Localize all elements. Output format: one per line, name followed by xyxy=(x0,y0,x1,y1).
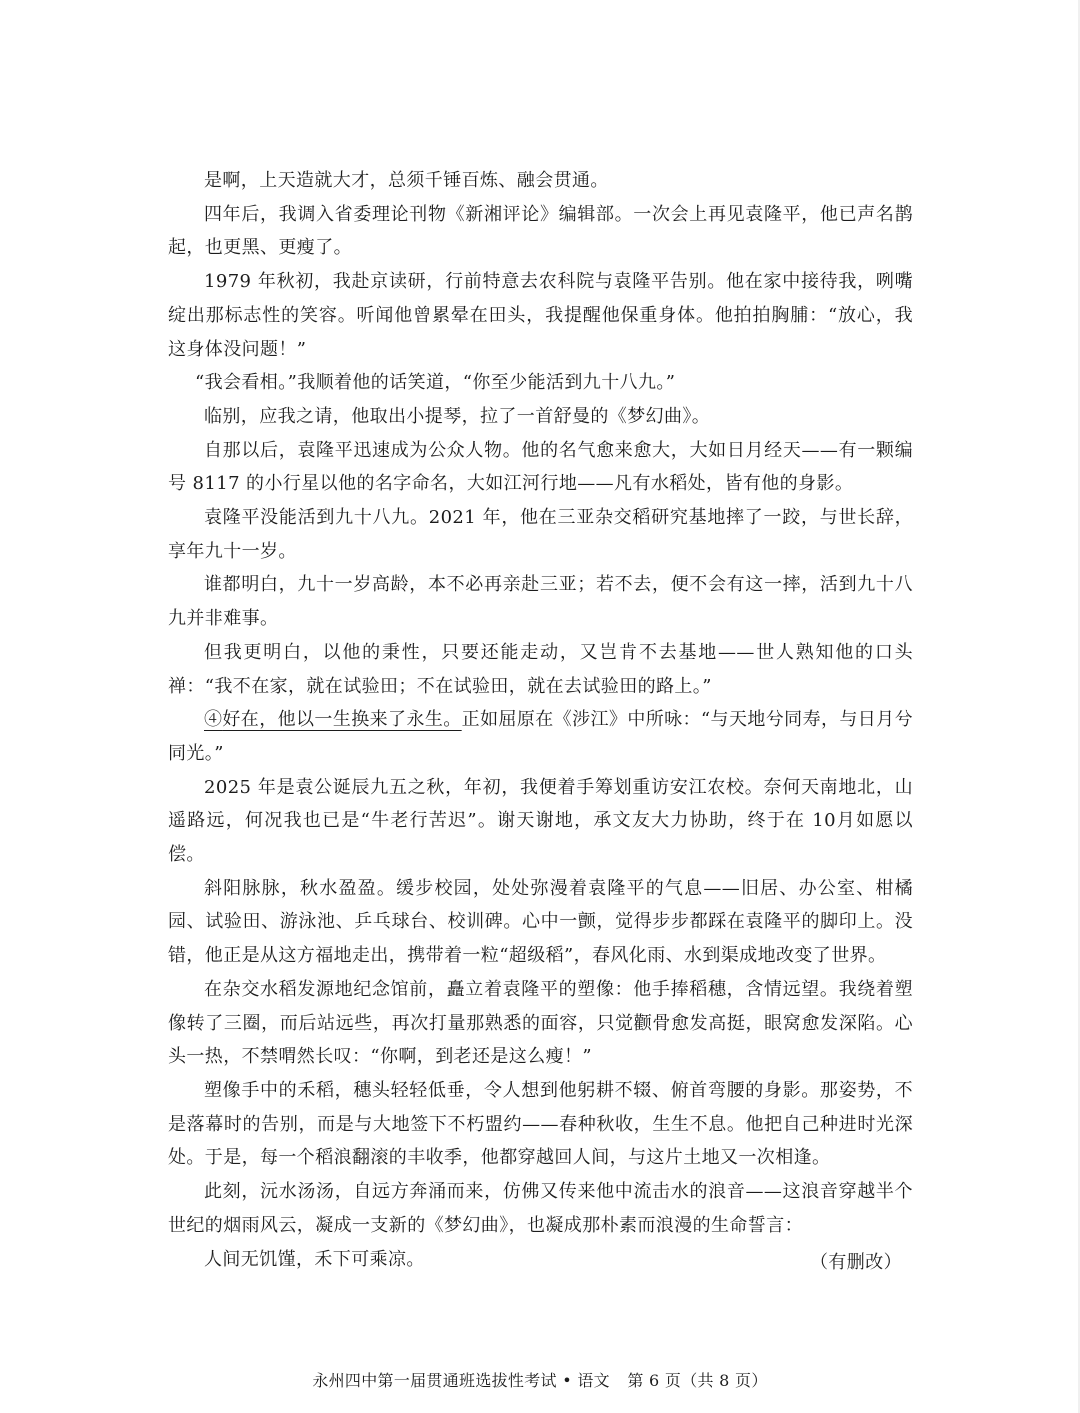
paragraph: “我会看相。”我顺着他的话笑道，“你至少能活到九十八九。” xyxy=(195,372,676,394)
exam-title: 永州四中第一届贯通班选拔性考试 • 语文 xyxy=(312,1371,610,1390)
page-footer xyxy=(0,1368,1080,1391)
paragraph: 在杂交水稻发源地纪念馆前，矗立着袁隆平的塑像：他手捧稻穗，含情远望。我绕着塑像转了三圈，而后站远些，再次打量那熟悉的面容，只觉颧骨愈发高挺，眼窝愈发深陷。心头一热，不禁喟然长叹：“你啊，到老还是这么瘦！” xyxy=(168,978,913,1068)
page-number: 第 6 页（共 8 页） xyxy=(627,1371,768,1390)
paragraph: 但我更明白，以他的秉性，只要还能走动，又岂肯不去基地——世人熟知他的口头禅：“我不在家，就在试验田；不在试验田，就在去试验田的路上。” xyxy=(168,641,913,697)
paragraph: 人间无饥馑，禾下可乘凉。 xyxy=(204,1248,425,1270)
paragraph: 袁隆平没能活到九十八九。2021 年，他在三亚杂交稻研究基地摔了一跤，与世长辞，享年九十一岁。 xyxy=(168,507,913,562)
marked-paragraph xyxy=(168,703,913,770)
paragraph: 1979 年秋初，我赴京读研，行前特意去农科院与袁隆平告别。他在家中接待我，咧嘴绽出那标志性的笑容。听闻他曾累晕在田头，我提醒他保重身体。他拍拍胸脯：“放心，我这身体没问题！” xyxy=(168,271,913,360)
source-note: （有删改） xyxy=(810,1252,902,1273)
paragraph: 塑像手中的禾稻，穗头轻轻低垂，令人想到他躬耕不辍、俯首弯腰的身影。那姿势，不是落幕时的告别，而是与大地签下不朽盟约——春种秋收，生生不息。他把自己种进时光深处。于是，每一个稻浪翻滚的丰收季，他都穿越回人间，与这片土地又一次相逢。 xyxy=(168,1079,913,1169)
paragraph: 自那以后，袁隆平迅速成为公众人物。他的名气愈来愈大，大如日月经天——有一颗编号 8117 的小行星以他的名字命名，大如江河行地——凡有水稻处，皆有他的身影。 xyxy=(168,439,913,495)
paragraph: 2025 年是袁公诞辰九五之秋，年初，我便着手筹划重访安江农校。奈何天南地北，山遥路远，何况我也已是“牛老行苦迟”。谢天谢地，承文友大力协助，终于在 10月如愿以偿。 xyxy=(168,776,913,866)
paragraph: 斜阳脉脉，秋水盈盈。缓步校园，处处弥漫着袁隆平的气息——旧居、办公室、柑橘园、试验田、游泳池、乒乓球台、校训碑。心中一颤，觉得步步都踩在袁隆平的脚印上。没错，他正是从这方福地走出，携带着一粒“超级稻”，春风化雨、水到渠成地改变了世界。 xyxy=(168,877,913,967)
paragraph: 临别，应我之请，他取出小提琴，拉了一首舒曼的《梦幻曲》。 xyxy=(204,405,711,427)
marked-rest: 正如屈原在《涉江》中所咏：“与天地兮同寿，与日月兮同光。” xyxy=(168,709,913,764)
article-body xyxy=(168,164,913,1276)
paragraph: 谁都明白，九十一岁高龄，本不必再亲赴三亚；若不去，便不会有这一摔，活到九十八九并非难事。 xyxy=(168,574,913,630)
question-marker xyxy=(204,709,462,730)
marked-sentence: 好在，他以一生换来了永生。 xyxy=(222,709,462,731)
paragraph: 四年后，我调入省委理论刊物《新湘评论》编辑部。一次会上再见袁隆平，他已声名鹊起，也更黑、更瘦了。 xyxy=(168,203,913,259)
marker-number: ④ xyxy=(204,709,223,731)
paragraph: 此刻，沅水汤汤，自远方奔涌而来，仿佛又传来他中流击水的浪音——这浪音穿越半个世纪的烟雨风云，凝成一支新的《梦幻曲》，也凝成那朴素而浪漫的生命誓言： xyxy=(168,1181,913,1236)
paragraph: 是啊，上天造就大才，总须千锤百炼、融会贯通。 xyxy=(204,170,609,191)
